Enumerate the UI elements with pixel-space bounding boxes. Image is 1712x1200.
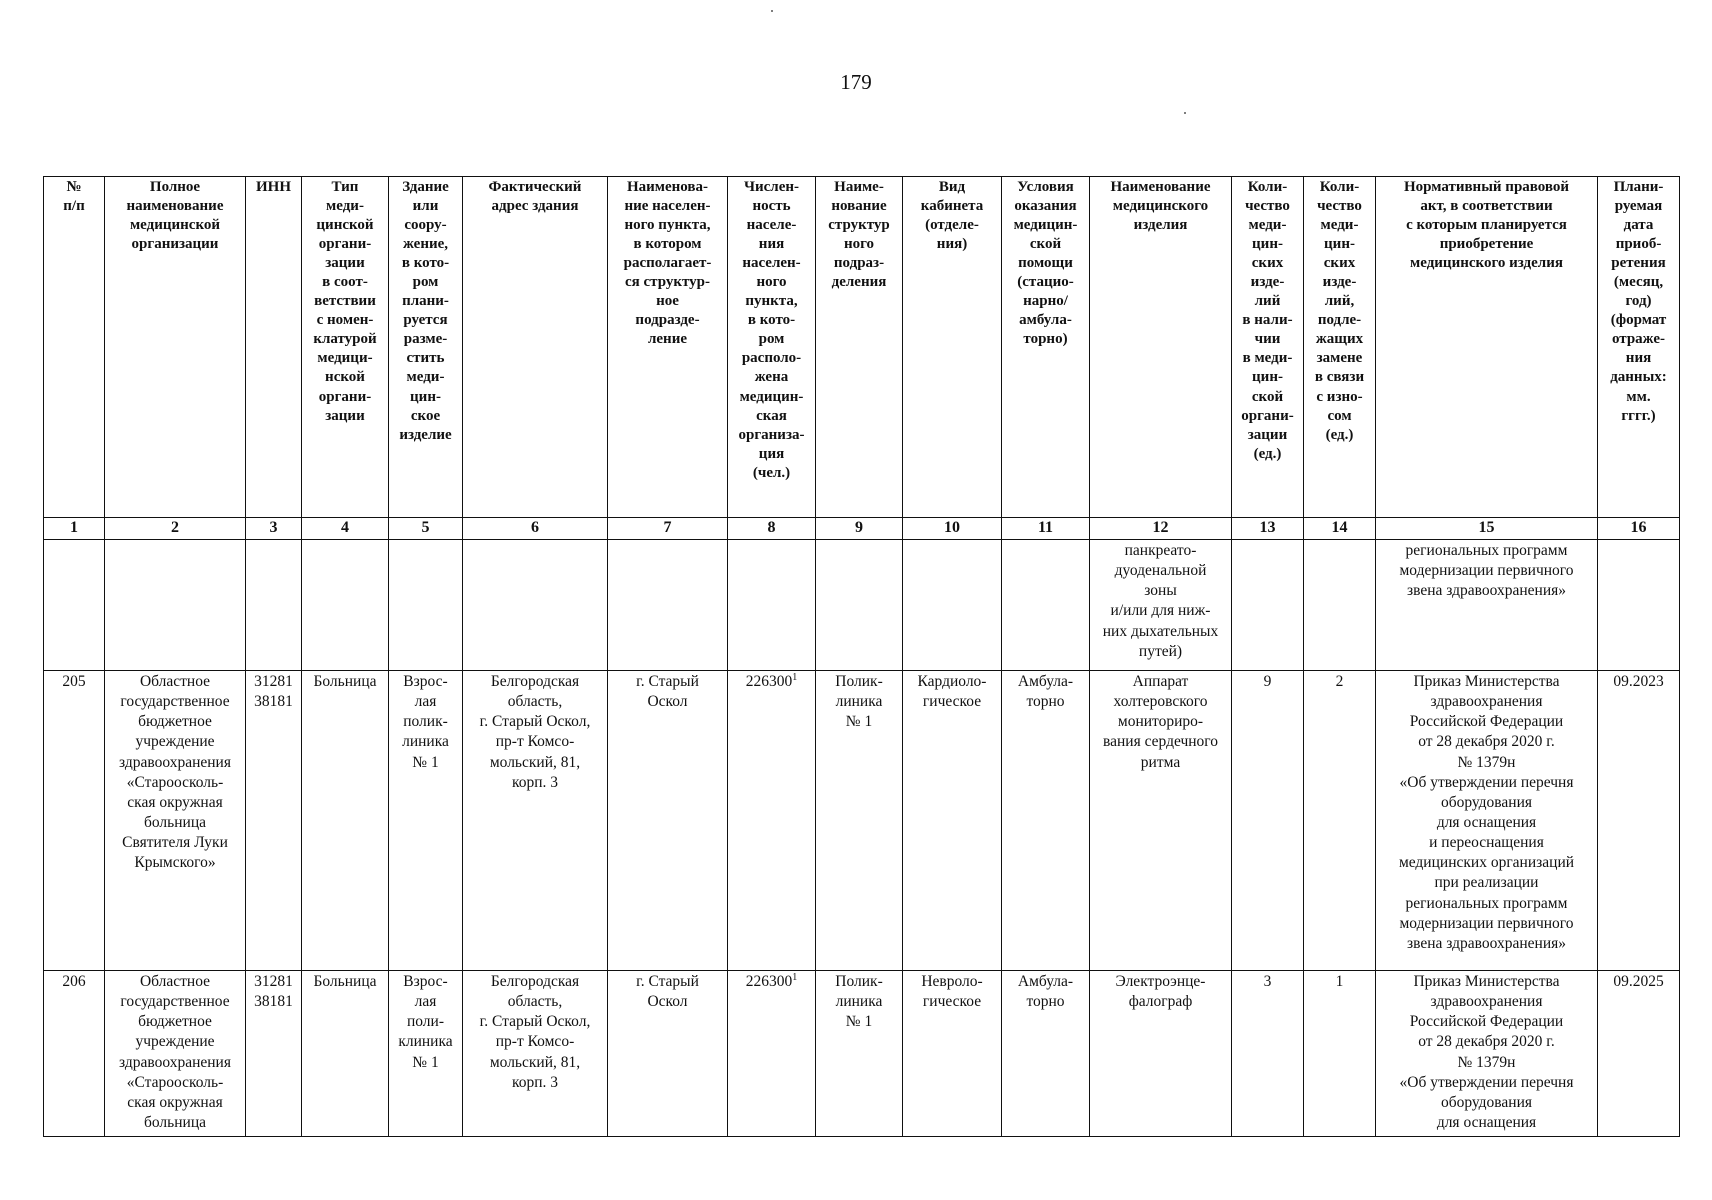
table-cell xyxy=(1232,540,1304,671)
table-cell xyxy=(816,540,903,671)
cabinet-cell: Невроло- гическое xyxy=(903,971,1002,1137)
locality-cell: г. Старый Оскол xyxy=(608,971,728,1137)
column-number: 13 xyxy=(1232,518,1304,540)
header-cell-org: Полное наименование медицинской организации xyxy=(105,177,246,518)
page-number: 179 xyxy=(840,70,872,94)
act-cell: Приказ Министерства здравоохранения Российской Федерации от 28 декабря 2020 г. № 1379н «Об утверждении перечня оборудования для оснащения xyxy=(1376,971,1598,1137)
conditions-cell: Амбула- торно xyxy=(1002,971,1090,1137)
header-cell-num: № п/п xyxy=(44,177,105,518)
population-cell xyxy=(728,671,816,971)
population-value: 226300 xyxy=(745,673,793,690)
qty-available-cell: 3 xyxy=(1232,971,1304,1137)
header-cell-qty-replace: Коли- чество меди- цин- ских изде- лий, подле- жащих замене в связи с изно- сом (ед.) xyxy=(1304,177,1376,518)
device-cell: Электроэнце- фалограф xyxy=(1090,971,1232,1137)
qty-available-cell: 9 xyxy=(1232,671,1304,971)
device-cell: Аппарат холтеровского мониториро- вания сердечного ритма xyxy=(1090,671,1232,971)
qty-replace-cell: 2 xyxy=(1304,671,1376,971)
table-row xyxy=(44,671,1680,971)
column-number: 9 xyxy=(816,518,903,540)
column-number: 7 xyxy=(608,518,728,540)
header-cell-conditions: Условия оказания медицин- ской помощи (стацио- нарно/ амбула- торно) xyxy=(1002,177,1090,518)
column-number: 2 xyxy=(105,518,246,540)
column-number: 11 xyxy=(1002,518,1090,540)
header-cell-type: Тип меди- цинской органи- зации в соот- ветствии с номен- клатурой медици- нской органи- зации xyxy=(302,177,389,518)
org-type-cell: Больница xyxy=(302,671,389,971)
column-number: 14 xyxy=(1304,518,1376,540)
header-cell-inn: ИНН xyxy=(246,177,302,518)
header-cell-date: Плани- руемая дата приоб- ретения (месяц, год) (формат отраже- ния данных: мм. гггг.) xyxy=(1598,177,1680,518)
table-cell xyxy=(728,540,816,671)
date-cell: 09.2025 xyxy=(1598,971,1680,1137)
act-cell: Приказ Министерства здравоохранения Российской Федерации от 28 декабря 2020 г. № 1379н «Об утверждении перечня оборудования для оснащения и переоснащения медицинских организаций при реализации региональных программ модернизации первичного звена здравоохранения» xyxy=(1376,671,1598,971)
column-number: 6 xyxy=(463,518,608,540)
row-number-cell: 206 xyxy=(44,971,105,1137)
table-cell xyxy=(1002,540,1090,671)
qty-replace-cell: 1 xyxy=(1304,971,1376,1137)
subdivision-cell: Полик- линика № 1 xyxy=(816,971,903,1137)
column-number: 16 xyxy=(1598,518,1680,540)
column-number: 4 xyxy=(302,518,389,540)
column-number: 10 xyxy=(903,518,1002,540)
building-cell: Взрос- лая поли- клиника № 1 xyxy=(389,971,463,1137)
population-value: 226300 xyxy=(745,973,793,990)
table-cell xyxy=(463,540,608,671)
table-cell xyxy=(1304,540,1376,671)
header-cell-qty-available: Коли- чество меди- цин- ских изде- лий в нали- чии в меди- цин- ской органи- зации (ед.) xyxy=(1232,177,1304,518)
table-cell xyxy=(44,540,105,671)
header-cell-act: Нормативный правовой акт, в соответствии с которым планируется приобретение медицинского изделия xyxy=(1376,177,1598,518)
header-cell-device: Наименование медицинского изделия xyxy=(1090,177,1232,518)
scan-speck xyxy=(1184,112,1186,114)
column-number: 8 xyxy=(728,518,816,540)
org-name-cell: Областное государственное бюджетное учреждение здравоохранения «Староосколь- ская окружная больница xyxy=(105,971,246,1137)
equipment-table xyxy=(43,176,1680,1137)
header-cell-cabinet: Вид кабинета (отделе- ния) xyxy=(903,177,1002,518)
header-cell-locality: Наименова- ние населен- ного пункта, в котором располагает- ся структур- ное подразде- ление xyxy=(608,177,728,518)
header-cell-building: Здание или соору- жение, в кото- ром плани- руется разме- стить меди- цин- ское изделие xyxy=(389,177,463,518)
column-number: 15 xyxy=(1376,518,1598,540)
building-cell: Взрос- лая полик- линика № 1 xyxy=(389,671,463,971)
scan-speck xyxy=(771,10,773,12)
address-cell: Белгородская область, г. Старый Оскол, пр-т Комсо- мольский, 81, корп. 3 xyxy=(463,671,608,971)
continuation-row xyxy=(44,540,1680,671)
row-number-cell: 205 xyxy=(44,671,105,971)
header-cell-subdivision: Наиме- нование структур ного подраз- деления xyxy=(816,177,903,518)
table-cell xyxy=(302,540,389,671)
footnote-marker: 1 xyxy=(792,671,798,683)
column-number: 5 xyxy=(389,518,463,540)
table-cell xyxy=(246,540,302,671)
inn-cell: 31281 38181 xyxy=(246,971,302,1137)
act-cell: региональных программ модернизации первичного звена здравоохранения» xyxy=(1376,540,1598,671)
header-row xyxy=(44,177,1680,518)
table-cell xyxy=(903,540,1002,671)
footnote-marker: 1 xyxy=(792,971,798,983)
population-cell xyxy=(728,971,816,1137)
subdivision-cell: Полик- линика № 1 xyxy=(816,671,903,971)
column-number: 1 xyxy=(44,518,105,540)
org-name-cell: Областное государственное бюджетное учреждение здравоохранения «Староосколь- ская окружная больница Святителя Луки Крымского» xyxy=(105,671,246,971)
inn-cell: 31281 38181 xyxy=(246,671,302,971)
column-number: 12 xyxy=(1090,518,1232,540)
org-type-cell: Больница xyxy=(302,971,389,1137)
table-cell xyxy=(389,540,463,671)
table-cell xyxy=(105,540,246,671)
table-cell xyxy=(608,540,728,671)
column-number-row xyxy=(44,518,1680,540)
cabinet-cell: Кардиоло- гическое xyxy=(903,671,1002,971)
conditions-cell: Амбула- торно xyxy=(1002,671,1090,971)
table-cell xyxy=(1598,540,1680,671)
column-number: 3 xyxy=(246,518,302,540)
header-cell-address: Фактический адрес здания xyxy=(463,177,608,518)
locality-cell: г. Старый Оскол xyxy=(608,671,728,971)
table-row xyxy=(44,971,1680,1137)
date-cell: 09.2023 xyxy=(1598,671,1680,971)
header-cell-population: Числен- ность населе- ния населен- ного пункта, в кото- ром располо- жена медицин- ская организа- ция (чел.) xyxy=(728,177,816,518)
device-cell: панкреато- дуоденальной зоны и/или для ниж- них дыхательных путей) xyxy=(1090,540,1232,671)
address-cell: Белгородская область, г. Старый Оскол, пр-т Комсо- мольский, 81, корп. 3 xyxy=(463,971,608,1137)
